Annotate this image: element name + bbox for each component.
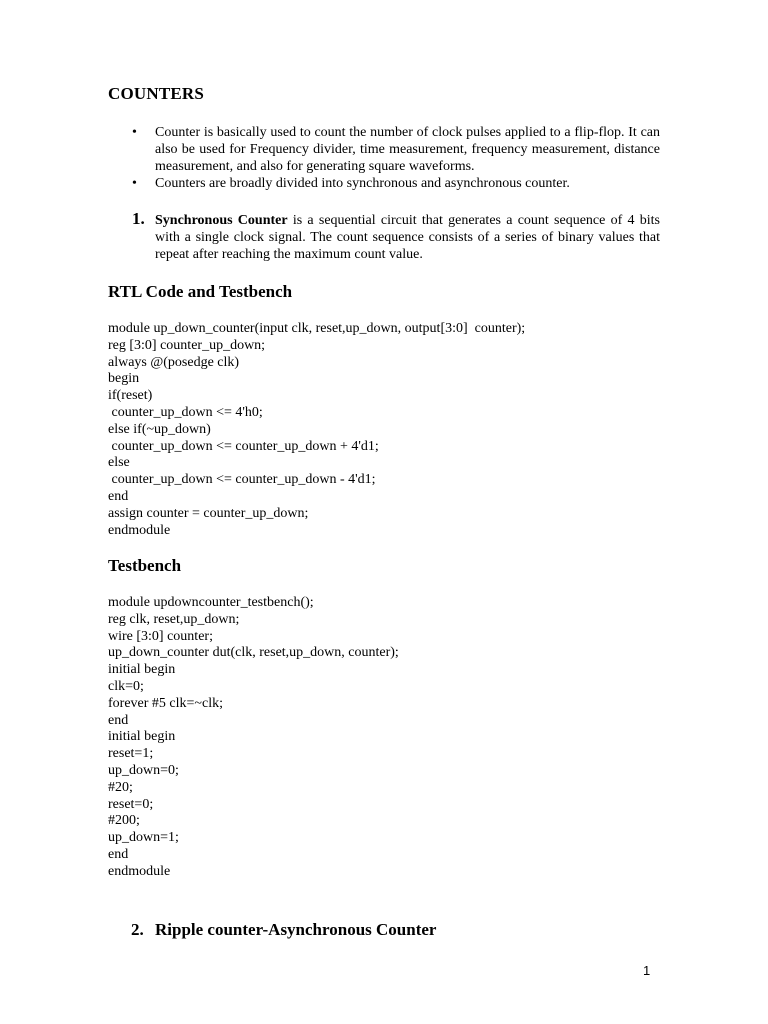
section-number: 1. (132, 209, 145, 228)
code-line: counter_up_down <= 4'h0; (108, 404, 263, 420)
intro-bullet-list (108, 124, 660, 192)
bullet-text: Counters are broadly divided into synchronous and asynchronous counter. (155, 176, 570, 191)
code-line: end (108, 846, 129, 862)
ripple-counter-heading (131, 920, 436, 940)
code-line: counter_up_down <= counter_up_down + 4'd1; (108, 438, 379, 454)
code-line: if(reset) (108, 388, 153, 404)
code-line: assign counter = counter_up_down; (108, 505, 309, 521)
rtl-code-block (108, 321, 525, 539)
code-line: reset=1; (108, 746, 154, 762)
bullet-icon: • (132, 176, 137, 191)
section-title: Ripple counter-Asynchronous Counter (155, 920, 437, 939)
section-text: is a sequential circuit that generates a count sequence of 4 bits with a single clock signal. The count sequence consists of a series of binary values that repeat after reaching the maximum count value. (155, 213, 660, 262)
code-line: up_down=0; (108, 762, 179, 778)
testbench-code-block (108, 595, 399, 881)
code-line: initial begin (108, 662, 176, 678)
code-line: forever #5 clk=~clk; (108, 695, 223, 711)
code-line: reg [3:0] counter_up_down; (108, 337, 266, 353)
code-line: wire [3:0] counter; (108, 628, 213, 644)
code-line: module up_down_counter(input clk, reset,up_down, output[3:0] counter); (108, 321, 526, 336)
code-line: always @(posedge clk) (108, 354, 240, 370)
code-line: end (108, 488, 129, 504)
code-line: up_down_counter dut(clk, reset,up_down, counter); (108, 645, 399, 661)
synchronous-counter-paragraph (108, 209, 660, 263)
section-term: Synchronous Counter (155, 213, 288, 228)
bullet-item (108, 175, 660, 192)
bullet-item (108, 124, 660, 175)
code-line: reset=0; (108, 796, 154, 812)
code-line: initial begin (108, 729, 176, 745)
code-line: clk=0; (108, 678, 144, 694)
document-title: COUNTERS (108, 84, 205, 103)
code-line: #20; (108, 779, 133, 795)
code-line: module updowncounter_testbench(); (108, 595, 314, 610)
bullet-icon: • (132, 125, 137, 140)
rtl-heading: RTL Code and Testbench (108, 282, 293, 301)
code-line: endmodule (108, 522, 171, 538)
section-number: 2. (131, 920, 144, 939)
code-line: else (108, 455, 130, 471)
code-line: counter_up_down <= counter_up_down - 4'd1; (108, 472, 376, 488)
code-line: #200; (108, 813, 140, 829)
code-line: begin (108, 371, 140, 387)
code-line: reg clk, reset,up_down; (108, 611, 240, 627)
code-line: up_down=1; (108, 830, 179, 846)
bullet-text: Counter is basically used to count the number of clock pulses applied to a flip-flop. It can also be used for Frequency divider, time measurement, frequency measurement, distance measurement, and also for generating square waveforms. (155, 125, 660, 174)
code-line: end (108, 712, 129, 728)
section-body (108, 209, 660, 263)
testbench-heading: Testbench (108, 556, 182, 575)
code-line: else if(~up_down) (108, 421, 211, 437)
page-number: 1 (643, 963, 651, 978)
code-line: endmodule (108, 863, 171, 879)
